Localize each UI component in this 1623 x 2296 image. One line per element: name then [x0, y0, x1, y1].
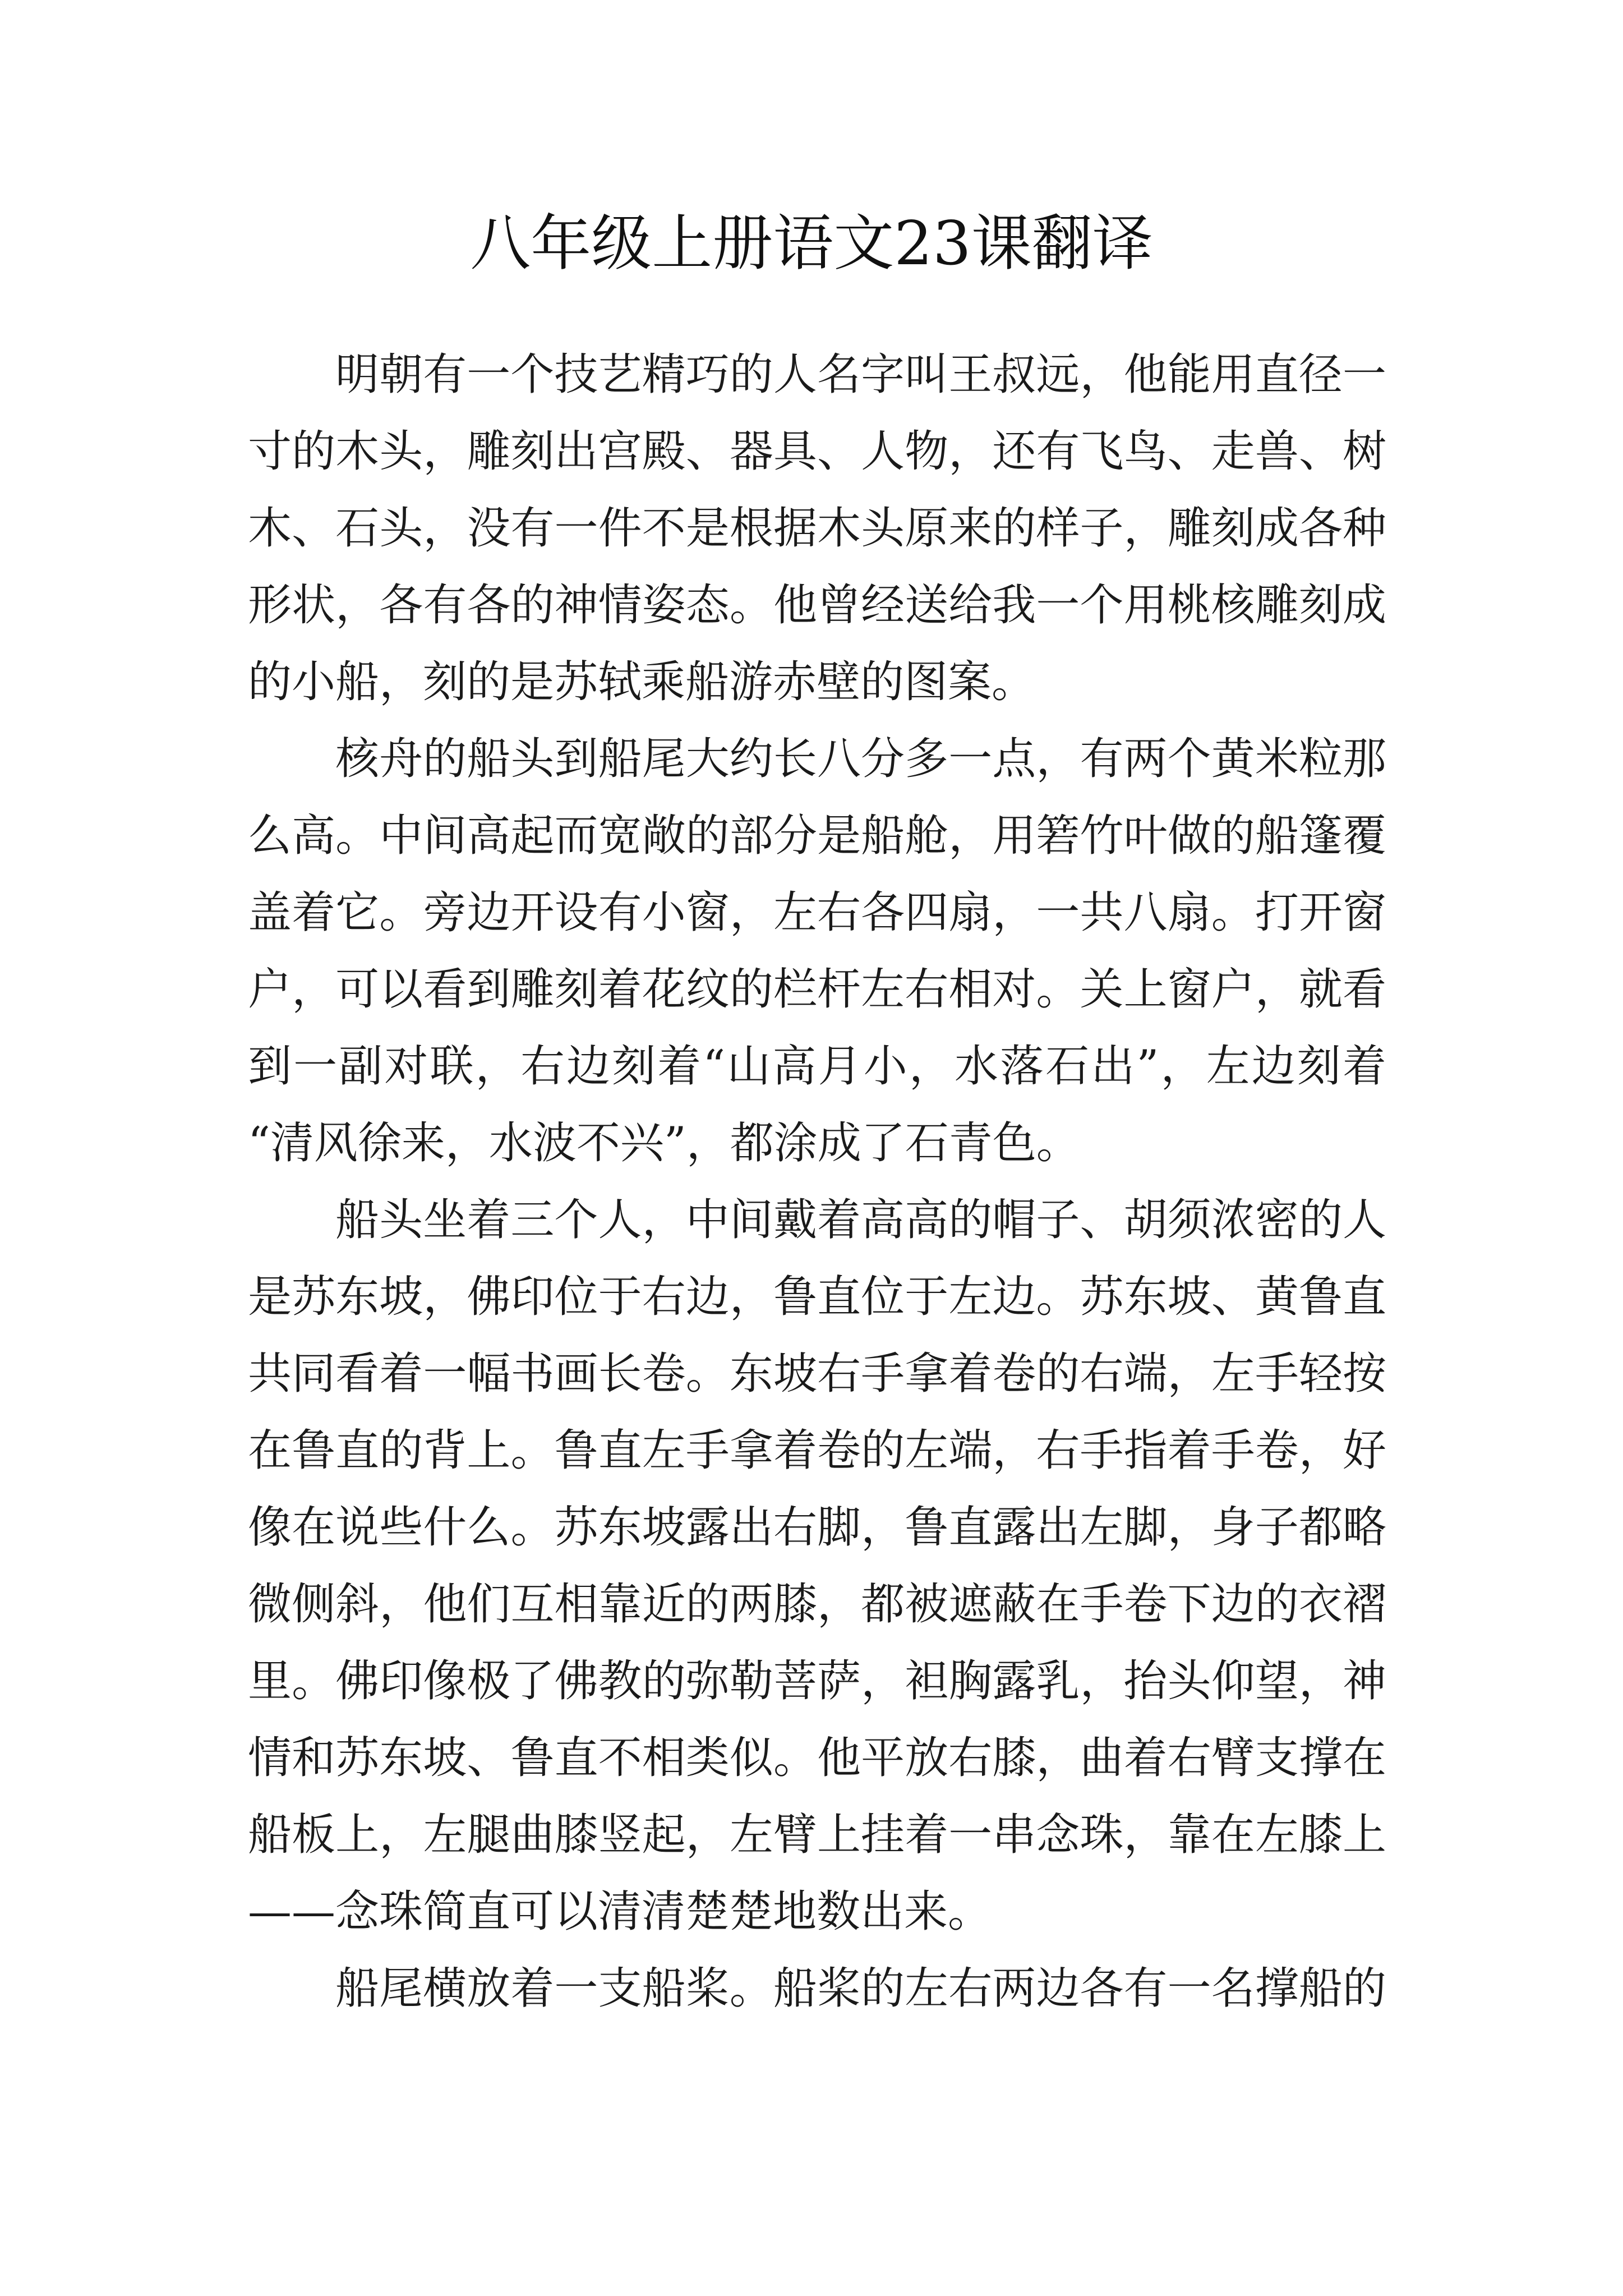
text-line: 微侧斜，他们互相靠近的两膝，都被遮蔽在手卷下边的衣褶	[248, 1579, 1386, 1630]
text-line: 寸的木头，雕刻出宫殿、器具、人物，还有飞鸟、走兽、树	[248, 426, 1386, 477]
text-line: ——念珠简直可以清清楚楚地数出来。	[248, 1887, 992, 1937]
text-line: 共同看着一幅书画长卷。东坡右手拿着卷的右端，左手轻按	[248, 1349, 1386, 1399]
document-title: 八年级上册语文23课翻译	[470, 209, 1153, 279]
text-line: 船头坐着三个人，中间戴着高高的帽子、胡须浓密的人	[335, 1195, 1386, 1245]
text-line: 情和苏东坡、鲁直不相类似。他平放右膝，曲着右臂支撑在	[248, 1733, 1386, 1783]
text-line: 像在说些什么。苏东坡露出右脚，鲁直露出左脚，身子都略	[248, 1502, 1386, 1553]
text-line: 的小船，刻的是苏轼乘船游赤壁的图案。	[248, 657, 1036, 707]
text-line: 船板上，左腿曲膝竖起，左臂上挂着一串念珠，靠在左膝上	[248, 1810, 1386, 1860]
document-body	[248, 337, 1386, 2027]
text-line: 里。佛印像极了佛教的弥勒菩萨，袒胸露乳，抬头仰望，神	[248, 1656, 1386, 1706]
text-line: 船尾横放着一支船桨。船桨的左右两边各有一名撑船的	[335, 1963, 1386, 2014]
text-line: 户，可以看到雕刻着花纹的栏杆左右相对。关上窗户，就看	[248, 964, 1386, 1015]
text-line: 木、石头，没有一件不是根据木头原来的样子，雕刻成各种	[248, 503, 1386, 554]
text-line: 盖着它。旁边开设有小窗，左右各四扇，一共八扇。打开窗	[248, 887, 1386, 938]
text-line: 么高。中间高起而宽敞的部分是船舱，用箬竹叶做的船篷覆	[248, 811, 1386, 861]
text-line: 明朝有一个技艺精巧的人名字叫王叔远，他能用直径一	[335, 349, 1386, 400]
text-line: 核舟的船头到船尾大约长八分多一点，有两个黄米粒那	[335, 734, 1386, 784]
text-line: 是苏东坡，佛印位于右边，鲁直位于左边。苏东坡、黄鲁直	[248, 1272, 1386, 1322]
text-line: “清风徐来，水波不兴”，都涂成了石青色。	[248, 1118, 1080, 1168]
text-line: 形状，各有各的神情姿态。他曾经送给我一个用桃核雕刻成	[248, 580, 1386, 631]
text-line: 到一副对联，右边刻着“山高月小，水落石出”，左边刻着	[248, 1041, 1386, 1092]
text-line: 在鲁直的背上。鲁直左手拿着卷的左端，右手指着手卷，好	[248, 1425, 1386, 1476]
